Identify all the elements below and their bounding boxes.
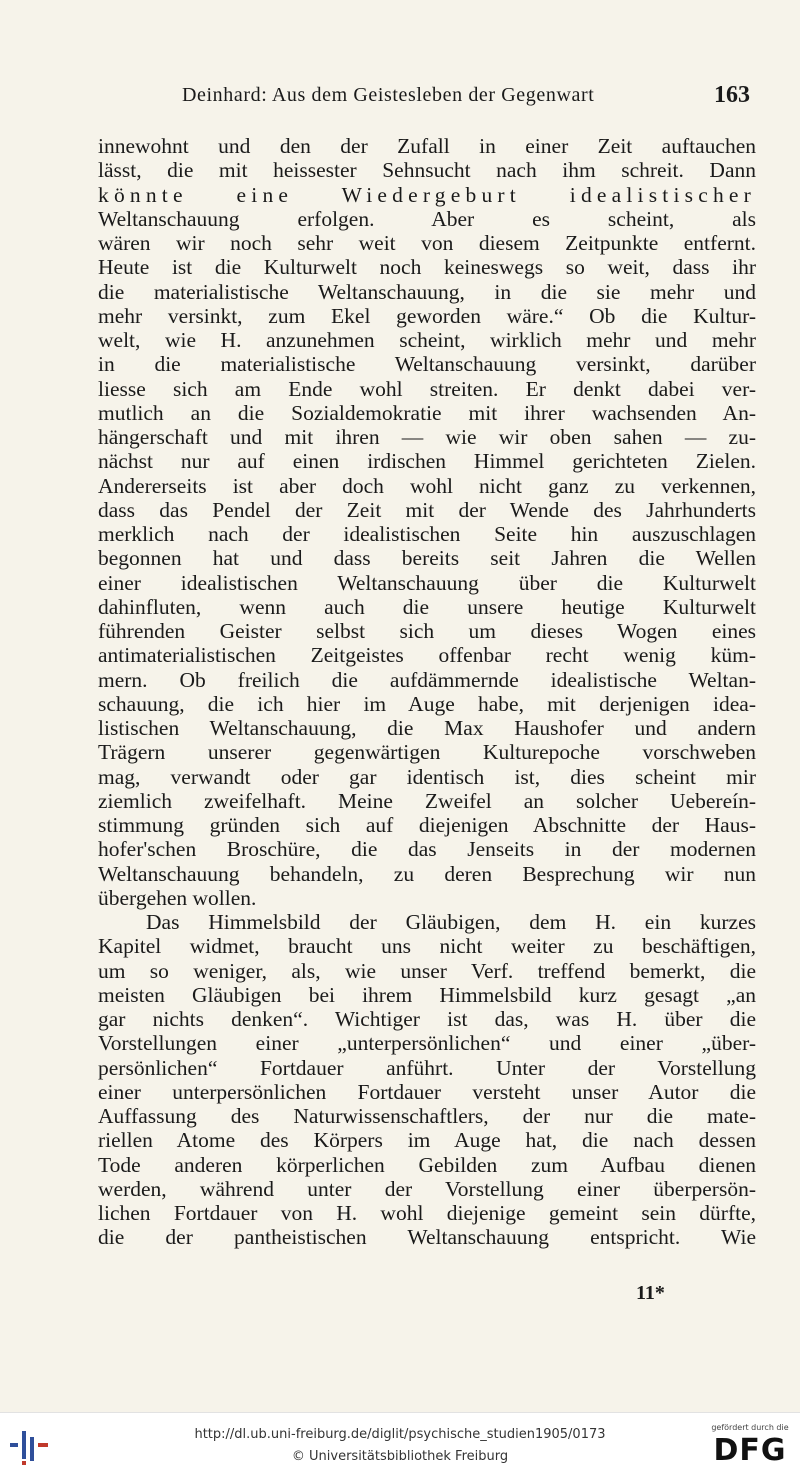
text-line: ziemlich zweifelhaft. Meine Zweifel an solcher Uebereín- [98,788,756,813]
text-line: Weltanschauung erfolgen. Aber es scheint, als [98,206,756,231]
text-line: die materialistische Weltanschauung, in die sie mehr und [98,279,756,304]
text-line: mag, verwandt oder gar identisch ist, dies scheint mir [98,764,756,789]
text-line: persönlichen“ Fortdauer anführt. Unter der Vorstellung [98,1055,756,1080]
viewer-footer [0,1412,800,1473]
page-number: 163 [714,82,750,108]
dfg-caption: gefördert durch die [711,1423,789,1432]
text-line: lichen Fortdauer von H. wohl diejenige gemeint sein dürfte, [98,1201,756,1225]
text-line: Vorstellungen einer „unterpersönlichen“ und einer „über- [98,1031,756,1056]
text-line: um so weniger, als, wie unser Verf. treffend bemerkt, die [98,958,756,983]
text-line: hofer'schen Broschüre, die das Jenseits in der modernen [98,837,756,862]
text-line: in die materialistische Weltanschauung versinkt, darüber [98,352,756,377]
text-line: schauung, die ich hier im Auge habe, mit derjenigen idea- [98,691,756,716]
text-line: führenden Geister selbst sich um dieses Wogen eines [98,619,756,643]
text-line: Heute ist die Kulturwelt noch keineswegs so weit, dass ihr [98,255,756,280]
text-line: mern. Ob freilich die aufdämmernde idealistische Weltan- [98,667,756,692]
text-line: innewohnt und den der Zufall in einer Zeit auftauchen [98,134,756,158]
running-head: Deinhard: Aus dem Geistesleben der Gegenwart [182,84,595,106]
text-line: wären wir noch sehr weit von diesem Zeitpunkte entfernt. [98,231,756,255]
dfg-logo-icon: DFG [713,1433,787,1468]
text-line: gar nichts denken“. Wichtiger ist das, was H. über die [98,1007,756,1031]
text-line: Weltanschauung behandeln, zu deren Besprechung wir nun [98,861,756,886]
text-line: stimmung gründen sich auf diejenigen Abschnitte der Haus- [98,813,756,837]
text-line: übergehen wollen. [98,885,257,910]
text-line: mutlich an die Sozialdemokratie mit ihrer wachsenden An- [98,400,756,425]
permalink-url[interactable]: http://dl.ub.uni-freiburg.de/diglit/psychische_studien1905/0173 [194,1427,606,1442]
text-line: die der pantheistischen Weltanschauung entspricht. Wie [98,1225,756,1250]
text-line: liesse sich am Ende wohl streiten. Er denkt dabei ver- [98,376,756,401]
text-line: mehr versinkt, zum Ekel geworden wäre.“ Ob die Kultur- [98,303,756,328]
text-line: dass das Pendel der Zeit mit der Wende des Jahrhunderts [98,497,756,522]
text-line: Auffassung des Naturwissenschaftlers, der nur die mate- [98,1104,756,1128]
text-line: nächst nur auf einen irdischen Himmel gerichteten Zielen. [98,449,756,474]
text-line: könnte eine Wiedergeburt idealistischer [98,182,756,207]
text-line: begonnen hat und dass bereits seit Jahren die Wellen [98,546,756,571]
text-line: antimaterialistischen Zeitgeistes offenbar recht wenig küm- [98,643,756,668]
text-line: hängerschaft und mit ihren — wie wir oben sahen — zu- [98,425,756,449]
text-line: einer unterpersönlichen Fortdauer versteht unser Autor die [98,1079,756,1104]
text-line: werden, während unter der Vorstellung einer überpersön- [98,1176,756,1201]
text-line: einer idealistischen Weltanschauung über die Kulturwelt [98,570,756,595]
body-text [98,134,756,1250]
text-line: welt, wie H. anzunehmen scheint, wirklich mehr und mehr [98,328,756,352]
text-line: merklich nach der idealistischen Seite hin auszuschlagen [98,522,756,546]
text-line: Andererseits ist aber doch wohl nicht ganz zu verkennen, [98,473,756,498]
text-line: listischen Weltanschauung, die Max Haushofer und andern [98,716,756,740]
copyright-notice: © Universitätsbibliothek Freiburg [291,1449,509,1464]
text-line: dahinfluten, wenn auch die unsere heutige Kulturwelt [98,594,756,619]
text-line: meisten Gläubigen bei ihrem Himmelsbild kurz gesagt „an [98,982,756,1007]
text-line: Das Himmelsbild der Gläubigen, dem H. ein kurzes [146,910,756,934]
text-line: Kapitel widmet, braucht uns nicht weiter zu beschäftigen, [98,934,756,959]
sheet-signature: 11* [636,1282,665,1304]
text-line: Tode anderen körperlichen Gebilden zum Aufbau dienen [98,1152,756,1177]
text-line: Trägern unserer gegenwärtigen Kulturepoche vorschweben [98,740,756,765]
text-line: riellen Atome des Körpers im Auge hat, die nach dessen [98,1128,756,1153]
text-line: lässt, die mit heissester Sehnsucht nach ihm schreit. Dann [98,158,756,183]
